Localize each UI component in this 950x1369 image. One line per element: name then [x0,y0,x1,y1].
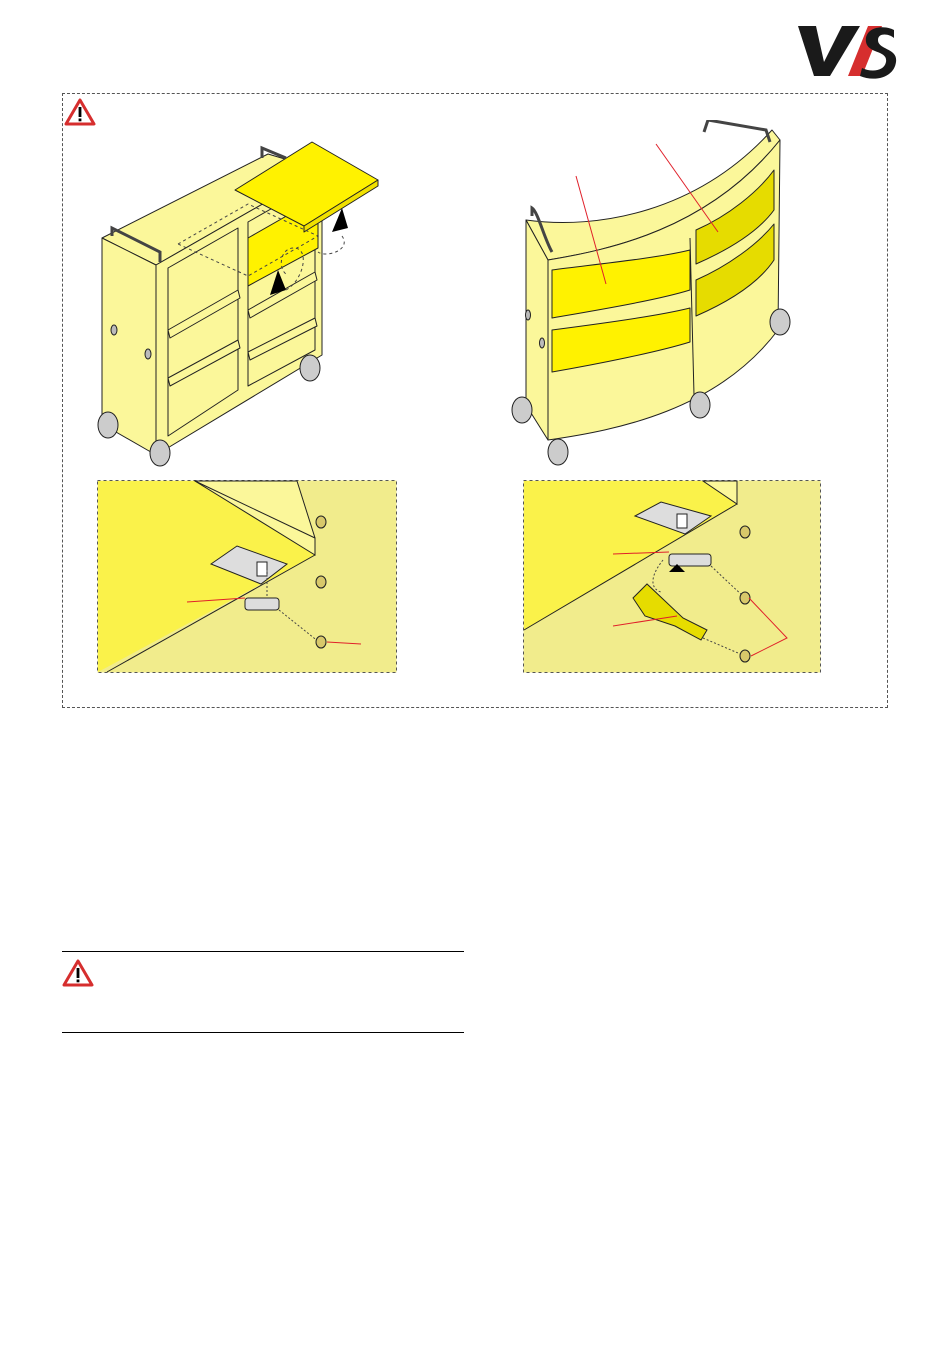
detail-shelf-pin-illustration [97,480,397,673]
logo-text: V/S [790,22,792,23]
detail-shelf-pin-tool-illustration [523,480,821,673]
straight-shelf-cart-illustration [90,140,390,475]
notice-top-rule [62,951,464,952]
warning-triangle-icon [64,98,96,126]
notice-bottom-rule [62,1032,464,1033]
vs-logo [790,22,900,80]
curved-shelf-cart-illustration [508,120,808,475]
warning-triangle-icon [62,959,94,987]
